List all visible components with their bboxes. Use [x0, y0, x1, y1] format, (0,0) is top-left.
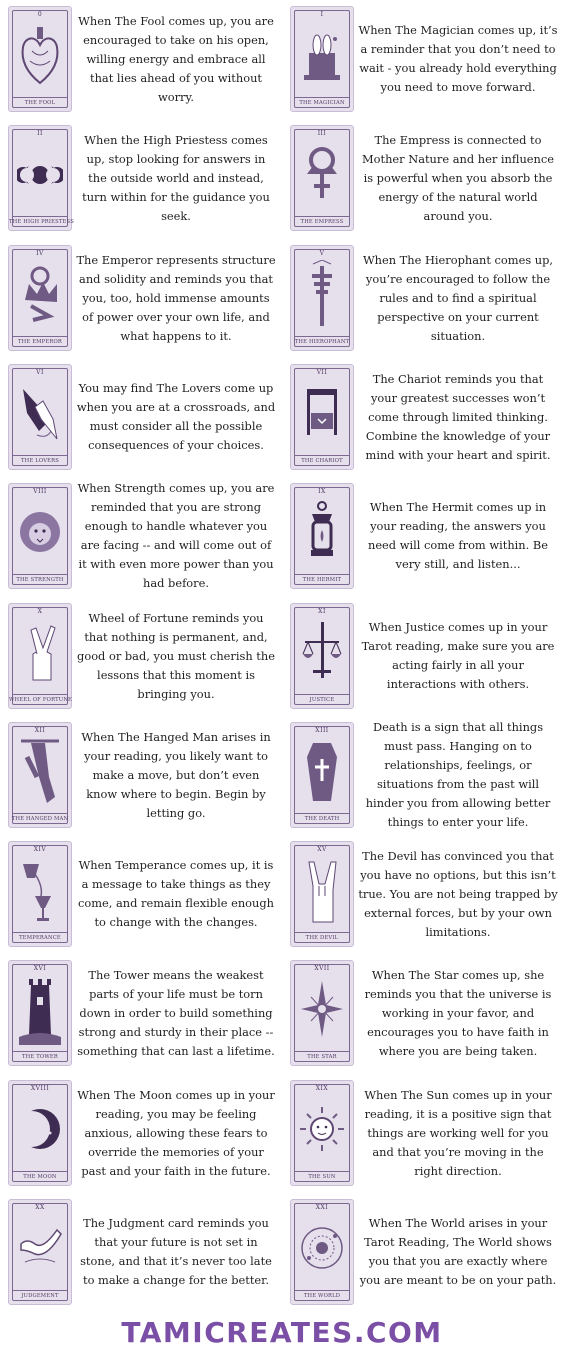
card-name: JUSTICE — [291, 697, 353, 703]
tarot-entry — [0, 239, 282, 357]
card-description: When Justice comes up in your Tarot reading, make sure you are acting fairly in all your interactions with others. — [361, 620, 555, 691]
tarot-entry — [282, 954, 564, 1072]
tarot-card-image — [8, 364, 72, 470]
card-name: THE STRENGTH — [9, 577, 71, 583]
heart-icon — [17, 21, 63, 91]
crown-icon — [17, 260, 63, 330]
card-name: THE EMPEROR — [9, 339, 71, 345]
card-numeral: V — [319, 250, 325, 257]
card-name: THE SUN — [291, 1174, 353, 1180]
tarot-card-image — [8, 1199, 72, 1305]
tarot-card-image — [8, 603, 72, 709]
lion-icon — [17, 498, 63, 568]
tarot-card-image — [8, 125, 72, 231]
tarot-card-image — [290, 960, 354, 1066]
tarot-entry — [282, 1193, 564, 1311]
tarot-card-image — [8, 6, 72, 112]
tarot-entry — [282, 477, 564, 595]
tarot-entry — [0, 716, 282, 834]
tarot-card-image — [290, 603, 354, 709]
card-numeral: IV — [36, 250, 44, 257]
card-numeral: III — [317, 130, 327, 137]
tarot-card-image — [290, 841, 354, 947]
card-description: When The Star comes up, she reminds you that the universe is working in your favor, and encourages you to have faith in where you are being taken. — [364, 967, 552, 1058]
tarot-entry — [0, 597, 282, 715]
tarot-entry — [0, 0, 282, 118]
horns-hand-icon — [299, 856, 345, 926]
card-numeral: XVIII — [30, 1085, 50, 1092]
scales-sword-icon — [299, 618, 345, 688]
card-numeral: X — [37, 608, 43, 615]
card-name: THE LOVERS — [9, 458, 71, 464]
tarot-card-image — [290, 125, 354, 231]
card-description: When Strength comes up, you are reminded that you are strong enough to handle whatever you are facing -- and will come out of it with even more power than you had before. — [77, 481, 275, 590]
hanging-leg-icon — [17, 737, 63, 807]
card-description: The Empress is connected to Mother Nature and her influence is powerful when you absorb the energy of the natural world around you. — [361, 132, 554, 223]
tarot-card-image — [8, 960, 72, 1066]
card-description: When the High Priestess comes up, stop looking for answers in the outside world and instead, turn within for the guidance you seek. — [82, 132, 270, 223]
site-brand[interactable]: TAMICREATES.COM — [121, 1316, 443, 1349]
tarot-entry — [0, 835, 282, 953]
card-description: Death is a sign that all things must pass. Hanging on to relationships, feelings, or situations from the past will hinder you from allowing better things to enter your life. — [365, 720, 551, 829]
crossed-fingers-icon — [17, 618, 63, 688]
card-numeral: I — [320, 11, 324, 18]
tarot-entry — [282, 597, 564, 715]
tarot-card-image — [290, 6, 354, 112]
tarot-entry — [0, 119, 282, 237]
tarot-card-image — [290, 1080, 354, 1186]
card-numeral: XV — [317, 846, 327, 853]
tarot-card-image — [8, 483, 72, 589]
card-name: THE MAGICIAN — [291, 100, 353, 106]
card-numeral: XXI — [315, 1204, 329, 1211]
card-numeral: II — [37, 130, 43, 137]
card-name: TEMPERANCE — [9, 935, 71, 941]
horn-icon — [17, 1214, 63, 1284]
tarot-entry — [282, 835, 564, 953]
tarot-entry — [282, 358, 564, 476]
card-name: THE TOWER — [9, 1054, 71, 1060]
tarot-card-image — [290, 483, 354, 589]
card-numeral: IX — [318, 488, 326, 495]
card-numeral: 0 — [37, 11, 43, 18]
tarot-entry — [282, 1074, 564, 1192]
card-numeral: XI — [318, 608, 326, 615]
card-name: THE CHARIOT — [291, 458, 353, 464]
tarot-entry — [282, 119, 564, 237]
coffin-icon — [299, 737, 345, 807]
card-name: THE HIGH PRIESTESS — [9, 219, 74, 225]
card-description: The Tower means the weakest parts of your life must be torn down in order to build something strong and sturdy in their place -- something that can last a lifetime. — [77, 967, 275, 1058]
card-name: THE DEATH — [291, 816, 353, 822]
card-description: When Temperance comes up, it is a message to take things as they come, and remain flexible enough to change with the changes. — [77, 858, 275, 929]
card-description: When The Fool comes up, you are encouraged to take on his open, willing energy and embrace all that lies ahead of you without worry. — [78, 13, 274, 104]
tarot-card-image — [290, 245, 354, 351]
tarot-card-image — [8, 722, 72, 828]
tarot-entry — [0, 358, 282, 476]
card-numeral: XIX — [315, 1085, 329, 1092]
tarot-entry — [282, 239, 564, 357]
card-description: When The Hermit comes up in your reading, the answers you need will come from within. Be very still, and listen... — [367, 500, 548, 571]
tarot-entry — [0, 1193, 282, 1311]
card-numeral: XIII — [315, 727, 329, 734]
world-icon — [299, 1214, 345, 1284]
card-name: WHEEL OF FORTUNE — [9, 697, 73, 703]
staff-icon — [299, 260, 345, 330]
card-description: When The Hierophant comes up, you’re encouraged to follow the rules and to find a spiritual perspective on your current situation. — [362, 252, 554, 343]
card-numeral: XX — [35, 1204, 45, 1211]
tarot-card-image — [8, 245, 72, 351]
card-description: The Judgment card reminds you that your future is not set in stone, and that it’s never too late to make a change for the better. — [80, 1216, 272, 1287]
card-description: The Devil has convinced you that you have no options, but this isn’t true. You are not being trapped by external forces, but by your own limitations. — [358, 848, 558, 939]
magic-hat-icon — [299, 21, 345, 91]
pouring-cups-icon — [17, 856, 63, 926]
tower-icon — [17, 975, 63, 1045]
card-description: When The Magician comes up, it’s a reminder that you don’t need to wait - you already hold everything you need to move forward. — [358, 23, 558, 94]
card-name: THE EMPRESS — [291, 219, 353, 225]
tarot-card-image — [8, 841, 72, 947]
card-numeral: XIV — [33, 846, 47, 853]
tarot-entry — [0, 477, 282, 595]
card-description: Wheel of Fortune reminds you that nothing is permanent, and, good or bad, you must cherish the lessons that this moment is bringing you. — [77, 610, 275, 701]
tarot-entry — [282, 716, 564, 834]
tarot-card-image — [290, 1199, 354, 1305]
card-description: The Chariot reminds you that your greatest successes won’t come through limited thinking. Combine the knowledge of your mind with your heart and spirit. — [365, 371, 551, 462]
tarot-entry — [0, 954, 282, 1072]
sun-icon — [299, 1095, 345, 1165]
card-description: The Emperor represents structure and solidity and reminds you that you, too, hold immense amounts of power over your own life, and what happens to it. — [76, 252, 276, 343]
tarot-card-image — [8, 1080, 72, 1186]
card-description: When The Moon comes up in your reading, you may be feeling anxious, allowing these fears to override the memories of your past and your faith in the future. — [77, 1087, 275, 1178]
venus-crown-icon — [299, 140, 345, 210]
card-name: THE WORLD — [291, 1293, 353, 1299]
card-name: THE HANGED MAN — [9, 816, 71, 822]
lantern-icon — [299, 498, 345, 568]
star-icon — [299, 975, 345, 1045]
card-numeral: XII — [34, 727, 46, 734]
card-name: THE MOON — [9, 1174, 71, 1180]
card-numeral: XVII — [314, 965, 330, 972]
tarot-entry — [0, 1074, 282, 1192]
card-name: THE DEVIL — [291, 935, 353, 941]
card-name: THE HIEROPHANT — [291, 339, 353, 345]
card-name: JUDGEMENT — [9, 1293, 71, 1299]
tarot-entry — [282, 0, 564, 118]
card-description: When The Sun comes up in your reading, it is a positive sign that things are working well for you and that you’re moving in the right direction. — [364, 1087, 552, 1178]
card-numeral: VII — [316, 369, 328, 376]
tarot-card-image — [290, 722, 354, 828]
holding-hands-icon — [17, 379, 63, 449]
card-name: THE STAR — [291, 1054, 353, 1060]
moon-icon — [17, 1095, 63, 1165]
triple-moon-icon — [17, 140, 63, 210]
card-description: When The Hanged Man arises in your reading, you likely want to make a move, but don’t even know where to begin. Begin by letting go. — [81, 729, 271, 820]
card-numeral: VI — [36, 369, 44, 376]
card-name: THE HERMIT — [291, 577, 353, 583]
card-numeral: VIII — [33, 488, 47, 495]
chariot-icon — [299, 379, 345, 449]
card-description: When The World arises in your Tarot Reading, The World shows you that you are exactly where you are meant to be on your path. — [359, 1216, 557, 1287]
card-numeral: XVI — [33, 965, 47, 972]
tarot-card-image — [290, 364, 354, 470]
card-description: You may find The Lovers come up when you are at a crossroads, and must consider all the possible consequences of your choices. — [76, 381, 276, 452]
card-name: THE FOOL — [9, 100, 71, 106]
